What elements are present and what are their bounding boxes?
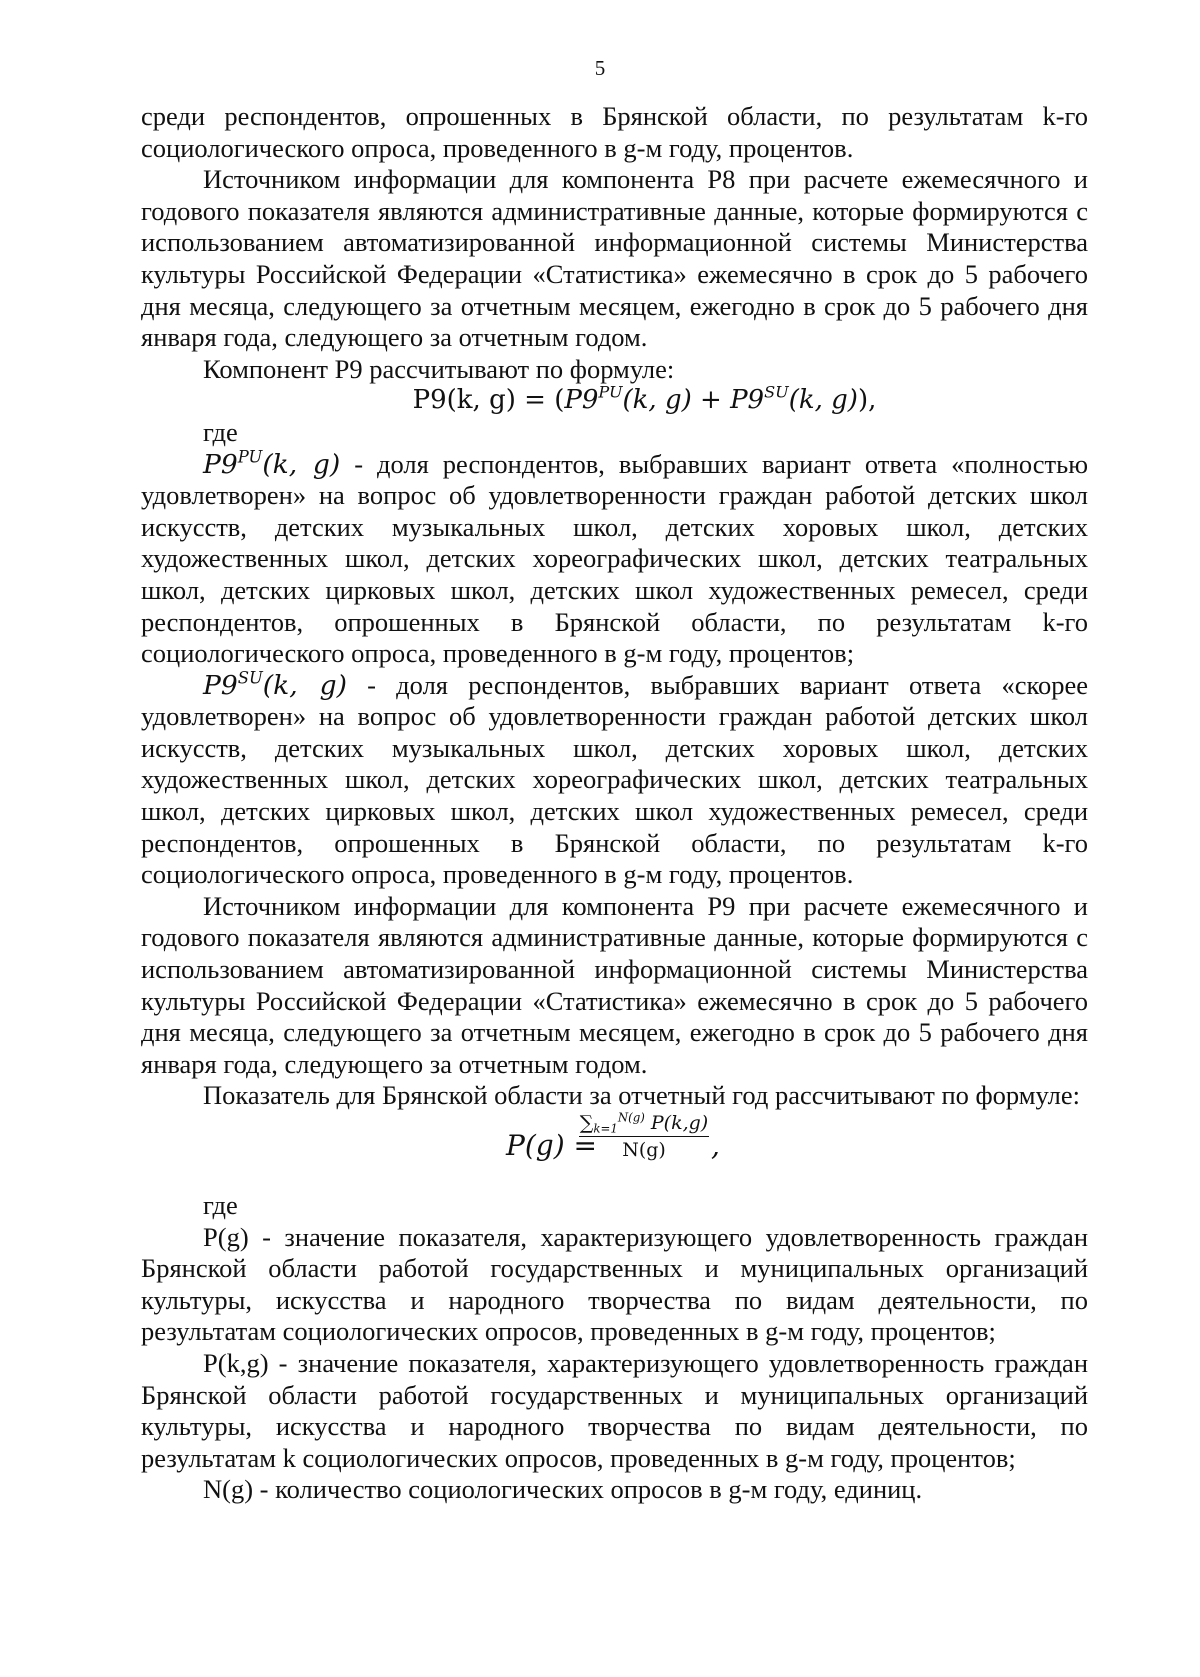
formula-pg-numerator [579, 1112, 709, 1137]
paragraph-pg-intro: Показатель для Брянской области за отчетный год рассчитывают по формуле: [203, 1080, 1080, 1111]
formula-pg-fraction [579, 1112, 709, 1163]
definition-ng: N(g) - количество социологических опросов в g-м году, единиц. [203, 1474, 923, 1505]
formula-p9-lhs: P9(k, g) = ( [412, 385, 565, 416]
def-p9pu-text: - доля респондентов, выбравших вариант ответа «полностью удовлетворен» на вопрос об удовлетворенности граждан работой детских школ искусств, детских музыкальных школ, детских хоровых школ, детских художественных школ, детских хореографических школ, детских театральных школ, детских цирковых школ, детских школ художественных ремесел, среди респондентов, опрошенных в Брянской области, по результатам k-го социологического опроса, проведенного в g-м году, процентов; [141, 448, 1088, 669]
def-p9pu-args: (k, g) [262, 448, 341, 480]
formula-pg-denominator: N(g) [622, 1139, 666, 1161]
formula-p9-term2-sup: SU [764, 382, 789, 402]
formula-p9-end: ), [857, 385, 877, 416]
formula-p9-term1-sup: PU [598, 382, 623, 402]
definition-pkg: P(k,g) - значение показателя, характеризующего удовлетворенность граждан Брянской области работой государственных и муниципальных организаций культуры, искусства и народного творчества по видам деятельности, по результатам k социологических опросов, проведенных в g-м году, процентов; [141, 1347, 1088, 1473]
where-label: где [203, 416, 238, 447]
paragraph-p8-source: Источником информации для компонента P8 при расчете ежемесячного и годового показателя являются административные данные, которые формируются с использованием автоматизированной информационной системы Министерства культуры Российской Федерации «Статистика» ежемесячно в срок до 5 рабочего дня месяца, следующего за отчетным месяцем, ежегодно в срок до 5 рабочего дня января года, следующего за отчетным годом. [141, 164, 1088, 353]
formula-p9-term1: P9 [564, 385, 599, 416]
paragraph-p9-intro: Компонент P9 рассчитывают по формуле: [203, 353, 675, 384]
def-p9su-args: (k, g) [262, 669, 347, 701]
formula-p9-term1-args: (k, g) + [622, 385, 731, 416]
formula-p9 [141, 382, 1088, 417]
formula-pg-lhs: P(g) = [506, 1129, 597, 1162]
sum-symbol: ∑ [579, 1112, 594, 1134]
definition-p9pu [141, 446, 1088, 670]
def-p9su-symbol: P9 [203, 669, 238, 701]
where-label-2: где [203, 1190, 238, 1220]
def-p9pu-sup: PU [237, 446, 263, 466]
document-body [141, 101, 1088, 1506]
formula-pg-comma: , [711, 1129, 720, 1162]
paragraph-p9-source: Источником информации для компонента P9 при расчете ежемесячного и годового показателя являются административные данные, которые формируются с использованием автоматизированной информационной системы Министерства культуры Российской Федерации «Статистика» ежемесячно в срок до 5 рабочего дня месяца, следующего за отчетным месяцем, ежегодно в срок до 5 рабочего дня января года, следующего за отчетным годом. [141, 890, 1088, 1079]
def-p9pu-symbol: P9 [203, 448, 238, 480]
def-p9su-sup: SU [237, 668, 263, 688]
page-number: 5 [594, 56, 606, 80]
formula-pg [141, 1112, 1088, 1190]
paragraph-continuation: среди респондентов, опрошенных в Брянской области, по результатам k-го социологического опроса, проведенного в g-м году, процентов. [141, 101, 1088, 163]
definition-p9su [141, 670, 1088, 891]
definition-pg: P(g) - значение показателя, характеризующего удовлетворенность граждан Брянской области работой государственных и муниципальных организаций культуры, искусства и народного творчества по видам деятельности, по результатам социологических опросов, проведенных в g-м году, процентов; [141, 1221, 1088, 1347]
formula-p9-term2: P9 [730, 385, 765, 416]
sum-lower-limit: k=1 [593, 1121, 618, 1136]
sum-summand: P(k,g) [644, 1112, 709, 1134]
def-p9su-text: - доля респондентов, выбравших вариант ответа «скорее удовлетворен» на вопрос об удовлетворенности граждан работой детских школ искусств, детских музыкальных школ, детских хоровых школ, детских художественных школ, детских хореографических школ, детских театральных школ, детских цирковых школ, детских школ художественных ремесел, среди респондентов, опрошенных в Брянской области, по результатам k-го социологического опроса, проведенного в g-м году, процентов. [141, 669, 1089, 890]
sum-upper-limit: N(g) [617, 1110, 645, 1125]
formula-p9-term2-args: (k, g) [788, 385, 858, 416]
